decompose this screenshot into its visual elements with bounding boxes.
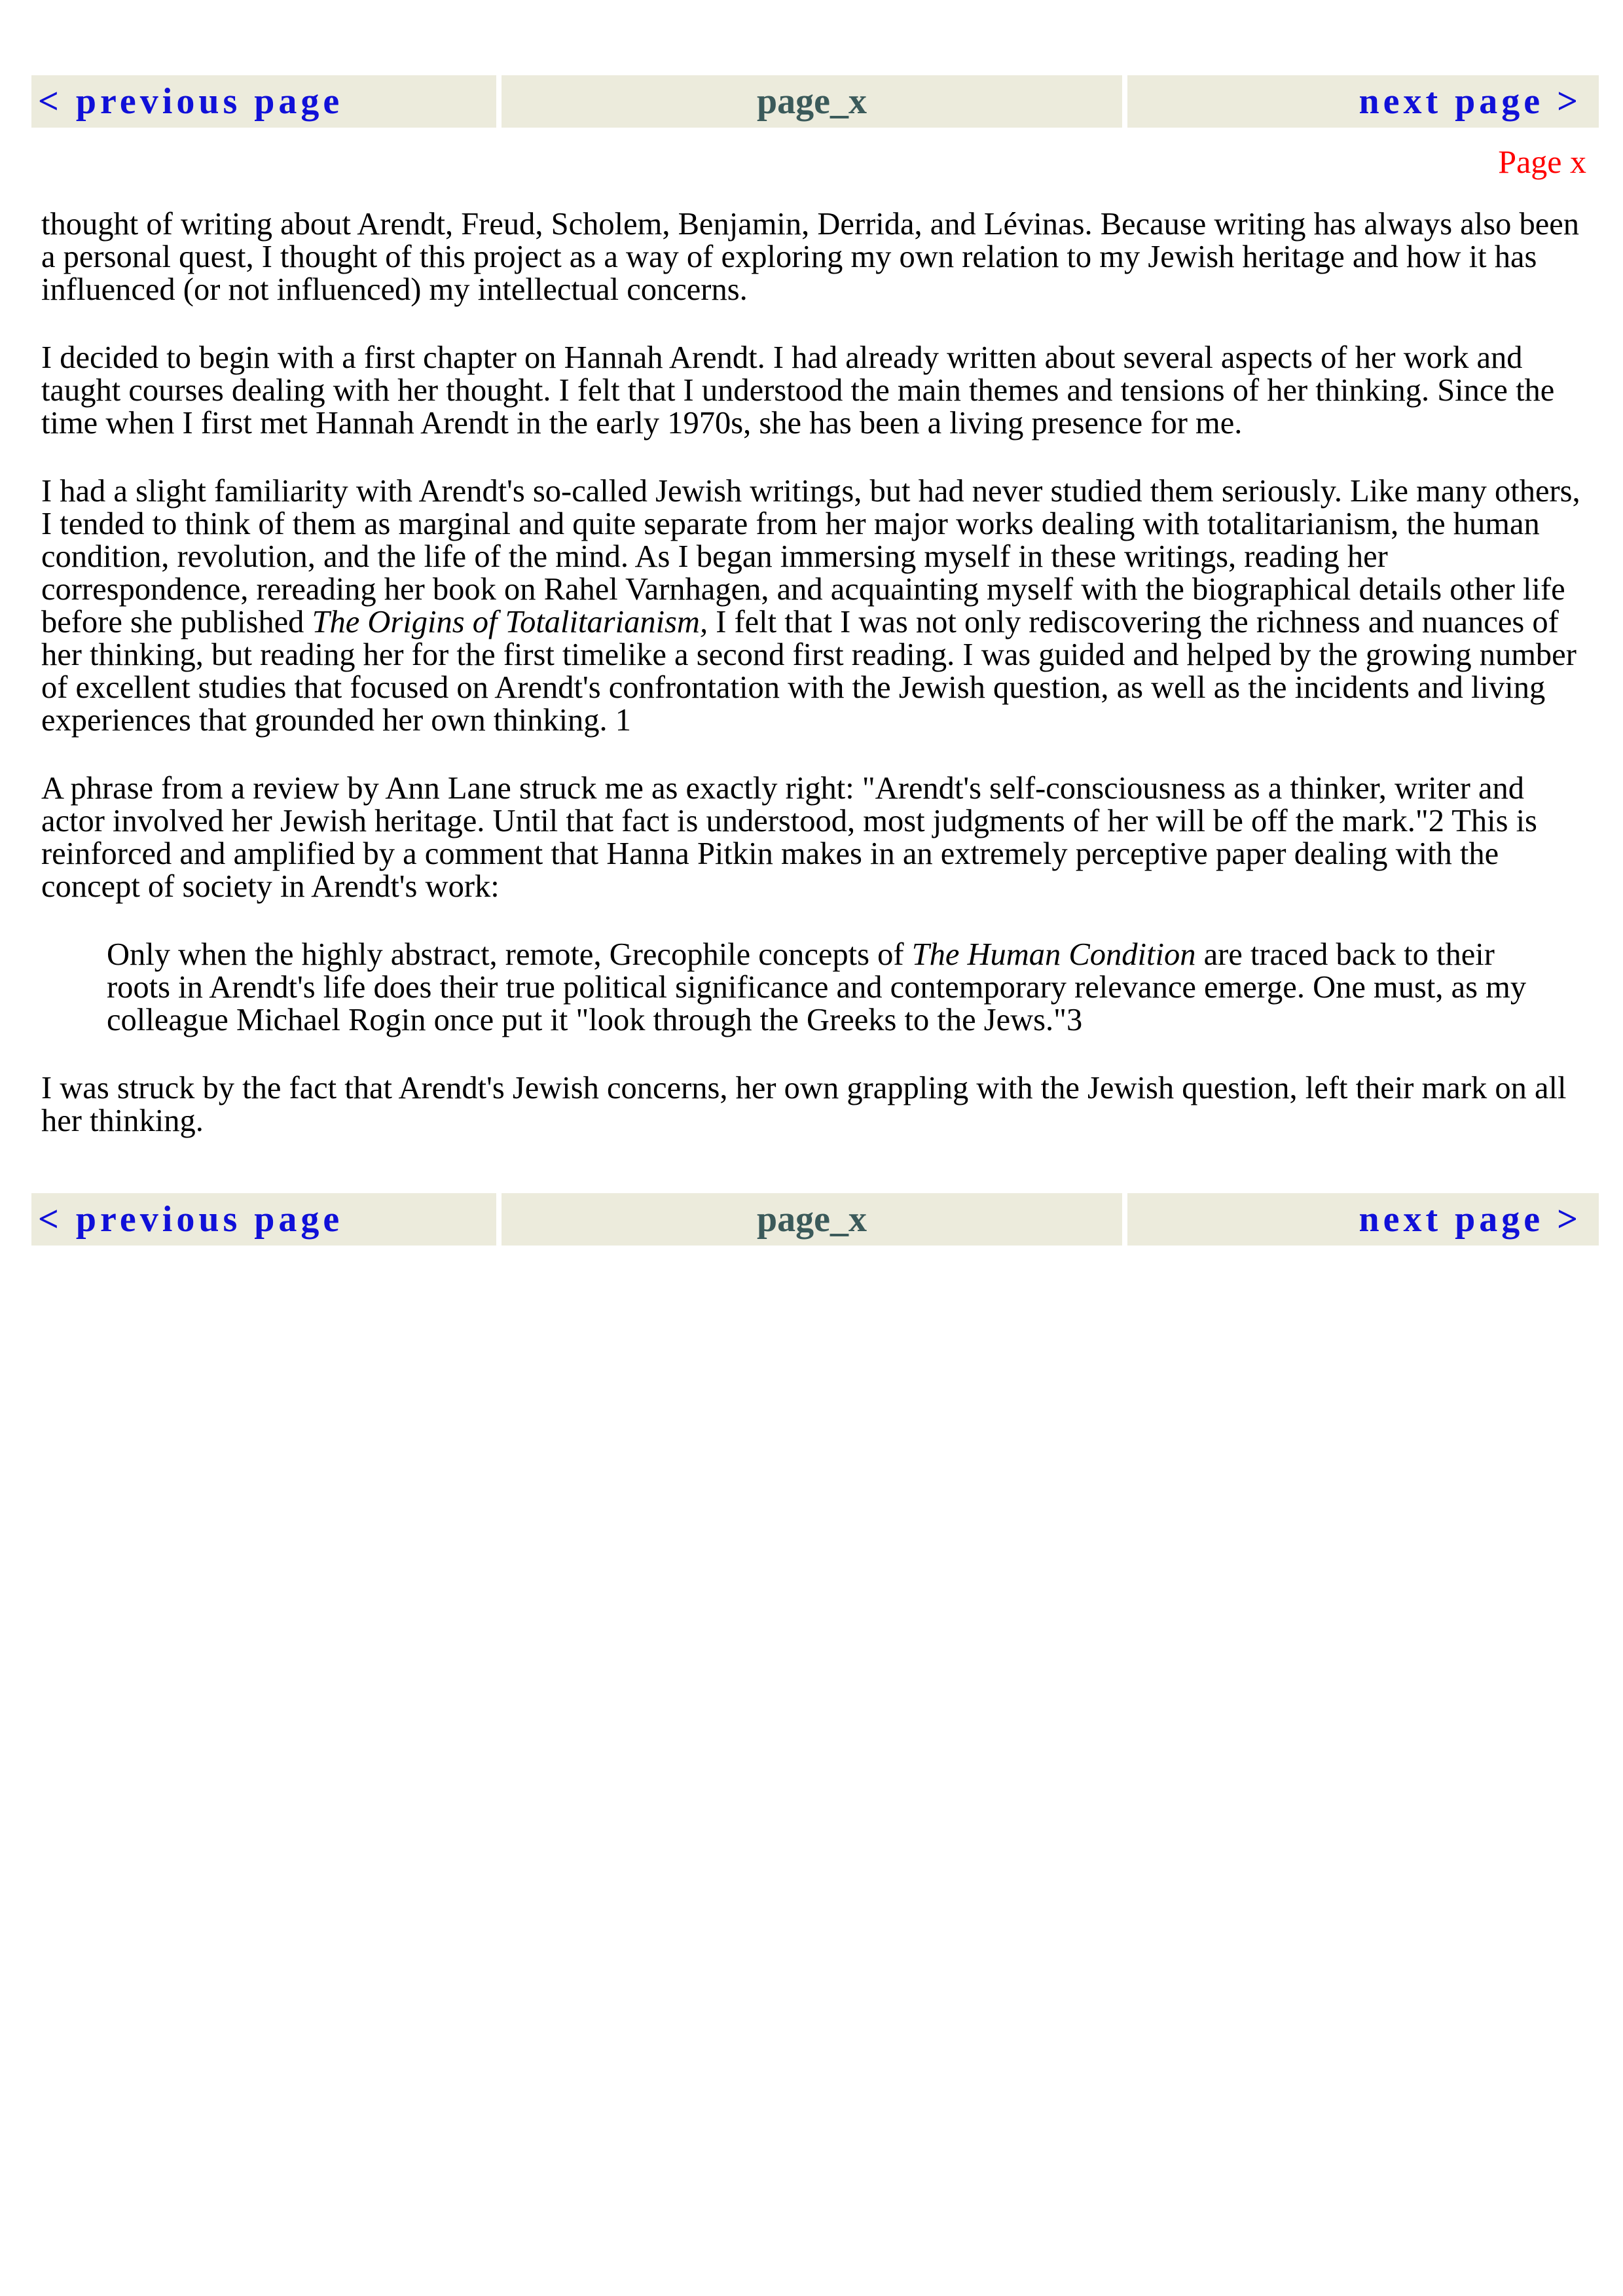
page-id-label: page_x <box>501 75 1122 128</box>
bottom-navigation-bar <box>31 1193 1599 1246</box>
book-title-human-condition: The Human Condition <box>911 937 1196 972</box>
next-page-link[interactable]: next page > <box>1127 75 1599 128</box>
paragraph-3-text-b: I felt that I was not only rediscovering the richness and nuances of her thinking, but reading her for the first timelike a second first reading. I was guided and helped by the growing number of excellent studies that focused on Arendt's confrontation with the Jewish question, as well as the incidents and living experiences that grounded her own thinking. 1 <box>41 605 1577 738</box>
book-title-origins: The Origins of Totalitarianism, <box>312 605 708 639</box>
previous-page-link[interactable]: < previous page <box>31 1193 496 1246</box>
quote-text-a: Only when the highly abstract, remote, Grecophile concepts of <box>107 937 912 972</box>
paragraph-3-text-a: I had a slight familiarity with Arendt's so-called Jewish writings, but had never studied them seriously. Like many others, I tended to think of them as marginal and quite separate from her major works dealing with totalitarianism, the human condition, revolution, and the life of the mind. As I began immersing myself in these writings, reading her correspondence, rereading her book on Rahel Varnhagen, and acquainting myself with the biographical details other life before she published <box>41 474 1580 639</box>
page-body <box>41 208 1593 1173</box>
next-page-link[interactable]: next page > <box>1127 1193 1599 1246</box>
previous-page-link[interactable]: < previous page <box>31 75 496 128</box>
top-navigation-bar <box>31 75 1599 128</box>
page-number-marker: Page x <box>1498 143 1586 180</box>
paragraph-3 <box>41 475 1593 737</box>
paragraph-2: I decided to begin with a first chapter on Hannah Arendt. I had already written about several aspects of her work and taught courses dealing with her thought. I felt that I understood the main themes and tensions of her thinking. Since the time when I first met Hannah Arendt in the early 1970s, she has been a living presence for me. <box>41 340 1555 440</box>
paragraph-5: I was struck by the fact that Arendt's Jewish concerns, her own grappling with the Jewish question, left their mark on all her thinking. <box>41 1071 1567 1138</box>
paragraph-4: A phrase from a review by Ann Lane struck me as exactly right: "Arendt's self-consciousness as a thinker, writer and actor involved her Jewish heritage. Until that fact is understood, most judgments of her will be off the mark."2 This is reinforced and amplified by a comment that Hanna Pitkin makes in an extremely perceptive paper dealing with the concept of society in Arendt's work: <box>41 771 1537 904</box>
quote-text-b: are traced back to their roots in Arendt's life does their true political significance and contemporary relevance emerge. One must, as my colleague Michael Rogin once put it "look through the Greeks to the Jews."3 <box>107 937 1527 1037</box>
block-quote <box>107 939 1534 1037</box>
paragraph-1: thought of writing about Arendt, Freud, Scholem, Benjamin, Derrida, and Lévinas. Because writing has always also been a personal quest, I thought of this project as a way of exploring my own relation to my Jewish heritage and how it has influenced (or not influenced) my intellectual concerns. <box>41 207 1580 307</box>
page-id-label: page_x <box>501 1193 1122 1246</box>
